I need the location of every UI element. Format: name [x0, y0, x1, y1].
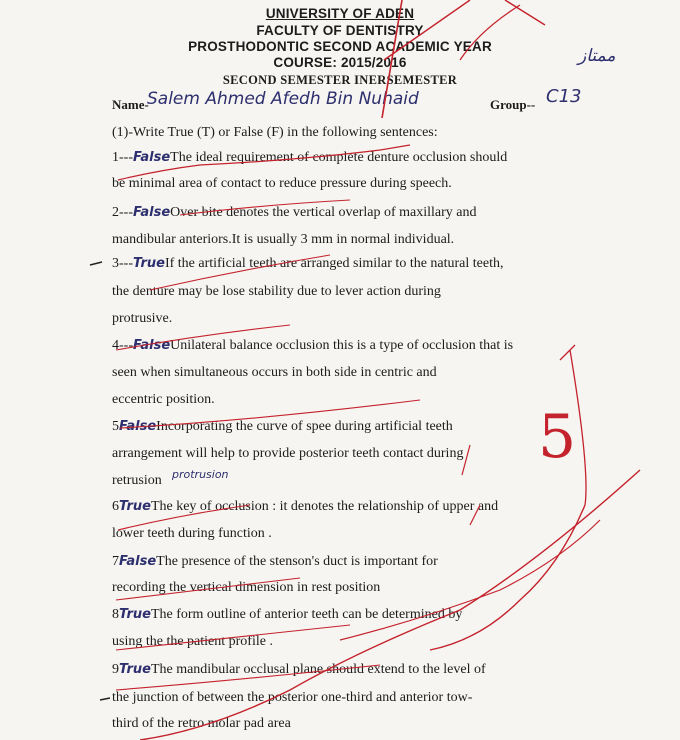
exam-title: SECOND SEMESTER INERSEMESTER: [222, 73, 458, 87]
handwritten-answer: True: [133, 256, 165, 271]
group-value: C13: [546, 86, 582, 107]
question-number: 3---: [112, 256, 133, 271]
handwritten-answer: False: [133, 338, 171, 353]
instruction: (1)-Write True (T) or False (F) in the following sentences:: [112, 125, 438, 140]
question-number: 2---: [112, 205, 133, 220]
question-number: 7: [112, 554, 119, 569]
student-name: Salem Ahmed Afedh Bin Nuhaid: [147, 89, 419, 109]
year-title: PROSTHODONTIC SECOND ACADEMIC YEAR: [188, 39, 492, 54]
university-title: UNIVERSITY OF ADEN: [265, 6, 415, 21]
question-number: 5: [112, 419, 119, 434]
grade-mark: 5: [538, 402, 577, 472]
faculty-title: FACULTY OF DENTISTRY: [256, 23, 424, 38]
handwritten-answer: False: [119, 419, 157, 434]
question-text: Unilateral balance occlusion this is a type of occlusion that is: [170, 338, 514, 353]
question-text: The mandibular occlusal plane should extend to the level of: [150, 662, 486, 677]
question-text: be minimal area of contact to reduce pressure during speech.: [112, 176, 452, 191]
handwritten-answer: True: [119, 607, 151, 622]
question-text: lower teeth during function .: [112, 526, 272, 541]
question-text: The key of occlusion : it denotes the relationship of upper and: [150, 499, 499, 514]
handwritten-answer: True: [119, 499, 151, 514]
question-text: protrusive.: [112, 311, 173, 326]
question-text: If the artificial teeth are arranged similar to the natural teeth,: [164, 256, 504, 271]
question-text: retrusion: [112, 473, 162, 488]
question-number: 4---: [112, 338, 133, 353]
question-text: The presence of the stenson's duct is important for: [156, 554, 438, 569]
question-text: The form outline of anterior teeth can be determined by: [150, 607, 463, 622]
course-title: COURSE: 2015/2016: [273, 55, 407, 70]
question-text: The ideal requirement of complete denture occlusion should: [170, 150, 508, 165]
question-text: arrangement will help to provide posterior teeth contact during: [112, 446, 464, 461]
question-text: mandibular anteriors.It is usually 3 mm in normal individual.: [112, 232, 455, 247]
question-number: 8: [112, 607, 119, 622]
question-text: eccentric position.: [112, 392, 215, 407]
question-text: recording the vertical dimension in rest position: [112, 580, 381, 595]
retrusion-correction: protrusion: [172, 468, 229, 481]
corner-note: ممتاز: [578, 46, 616, 66]
question-text: seen when simultaneous occurs in both side in centric and: [112, 365, 437, 380]
question-number: 6: [112, 499, 119, 514]
name-label: Name-: [112, 97, 149, 112]
handwritten-answer: False: [133, 205, 171, 220]
handwritten-answer: False: [133, 150, 171, 165]
question-number: 9: [112, 662, 119, 677]
question-text: Incorporating the curve of spee during artificial teeth: [156, 419, 453, 434]
question-number: 1---: [112, 150, 133, 165]
question-text: the denture may be lose stability due to lever action during: [112, 284, 441, 299]
group-label: Group--: [490, 97, 536, 112]
handwritten-answer: True: [119, 662, 151, 677]
question-text: using the the patient profile .: [112, 634, 273, 649]
handwritten-answer: False: [119, 554, 157, 569]
question-text: the junction of between the posterior one-third and anterior tow-: [112, 690, 473, 705]
question-text: Over bite denotes the vertical overlap of maxillary and: [170, 205, 477, 220]
question-text: third of the retro molar pad area: [112, 716, 291, 731]
